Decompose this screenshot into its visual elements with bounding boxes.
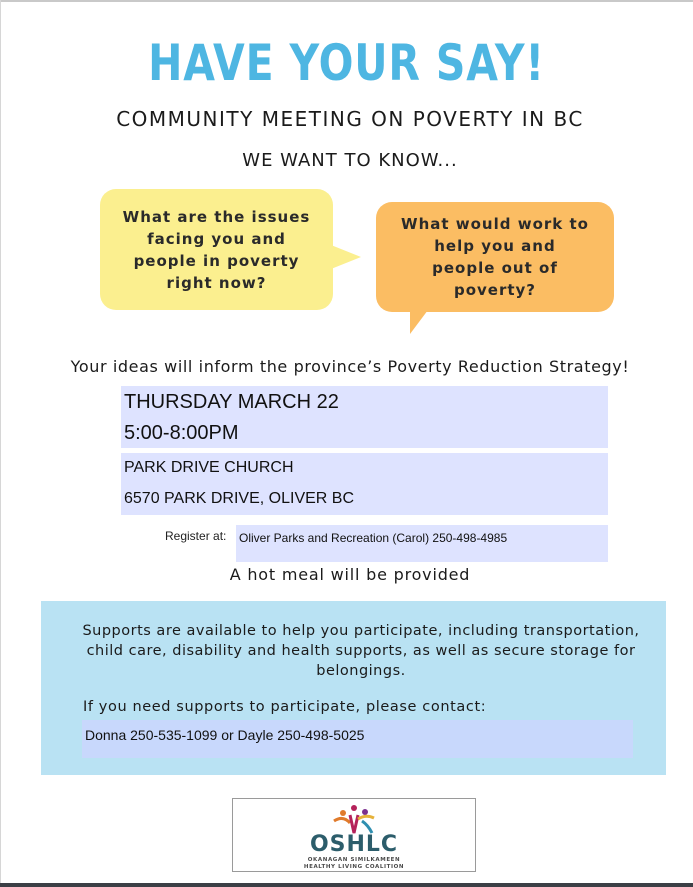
contact-prompt: If you need supports to participate, please contact: [83, 699, 487, 715]
page-subtitle: COMMUNITY MEETING ON POVERTY IN BC [116, 107, 584, 131]
intro-heading: WE WANT TO KNOW... [242, 150, 458, 171]
question-solutions-text: What would work to help you and people out of poverty? [401, 215, 589, 299]
register-field[interactable] [236, 525, 608, 562]
supports-panel [41, 601, 666, 775]
register-value: Oliver Parks and Recreation (Carol) 250-498-4985 [239, 531, 508, 545]
event-datetime-field[interactable] [121, 386, 608, 448]
page-bottom-edge [0, 883, 693, 887]
page-title: HAVE YOUR SAY! [148, 34, 545, 92]
speech-bubble-tail-icon [410, 310, 428, 334]
speech-bubble-tail-icon [331, 245, 361, 269]
question-issues-text: What are the issues facing you and people in poverty right now? [122, 207, 311, 292]
contact-field[interactable] [82, 720, 633, 758]
event-venue: PARK DRIVE CHURCH [124, 459, 294, 476]
register-label: Register at: [165, 529, 227, 543]
event-address: 6570 PARK DRIVE, OLIVER BC [124, 490, 355, 507]
oshlc-logo [232, 798, 476, 872]
question-bubble-solutions [376, 202, 614, 312]
page-left-edge [0, 0, 1, 887]
logo-subtitle-line1: OKANAGAN SIMILKAMEEN [307, 857, 401, 863]
meal-note: A hot meal will be provided [229, 565, 471, 584]
logo-subtitle [233, 857, 475, 870]
event-date: THURSDAY MARCH 22 [124, 391, 339, 413]
page-top-edge [0, 0, 693, 2]
logo-wordmark: OSHLC [309, 832, 399, 857]
logo-subtitle-line2: HEALTHY LIVING COALITION [303, 863, 405, 870]
inform-statement: Your ideas will inform the province’s Poverty Reduction Strategy! [70, 357, 630, 376]
event-location-field[interactable] [121, 453, 608, 515]
event-time: 5:00-8:00PM [124, 422, 239, 444]
contact-value: Donna 250-535-1099 or Dayle 250-498-5025 [85, 727, 365, 743]
question-bubble-issues [100, 189, 333, 310]
supports-description: Supports are available to help you participate, including transportation, child care, disability and health supports, as well as secure storage for belongings. [82, 623, 640, 679]
